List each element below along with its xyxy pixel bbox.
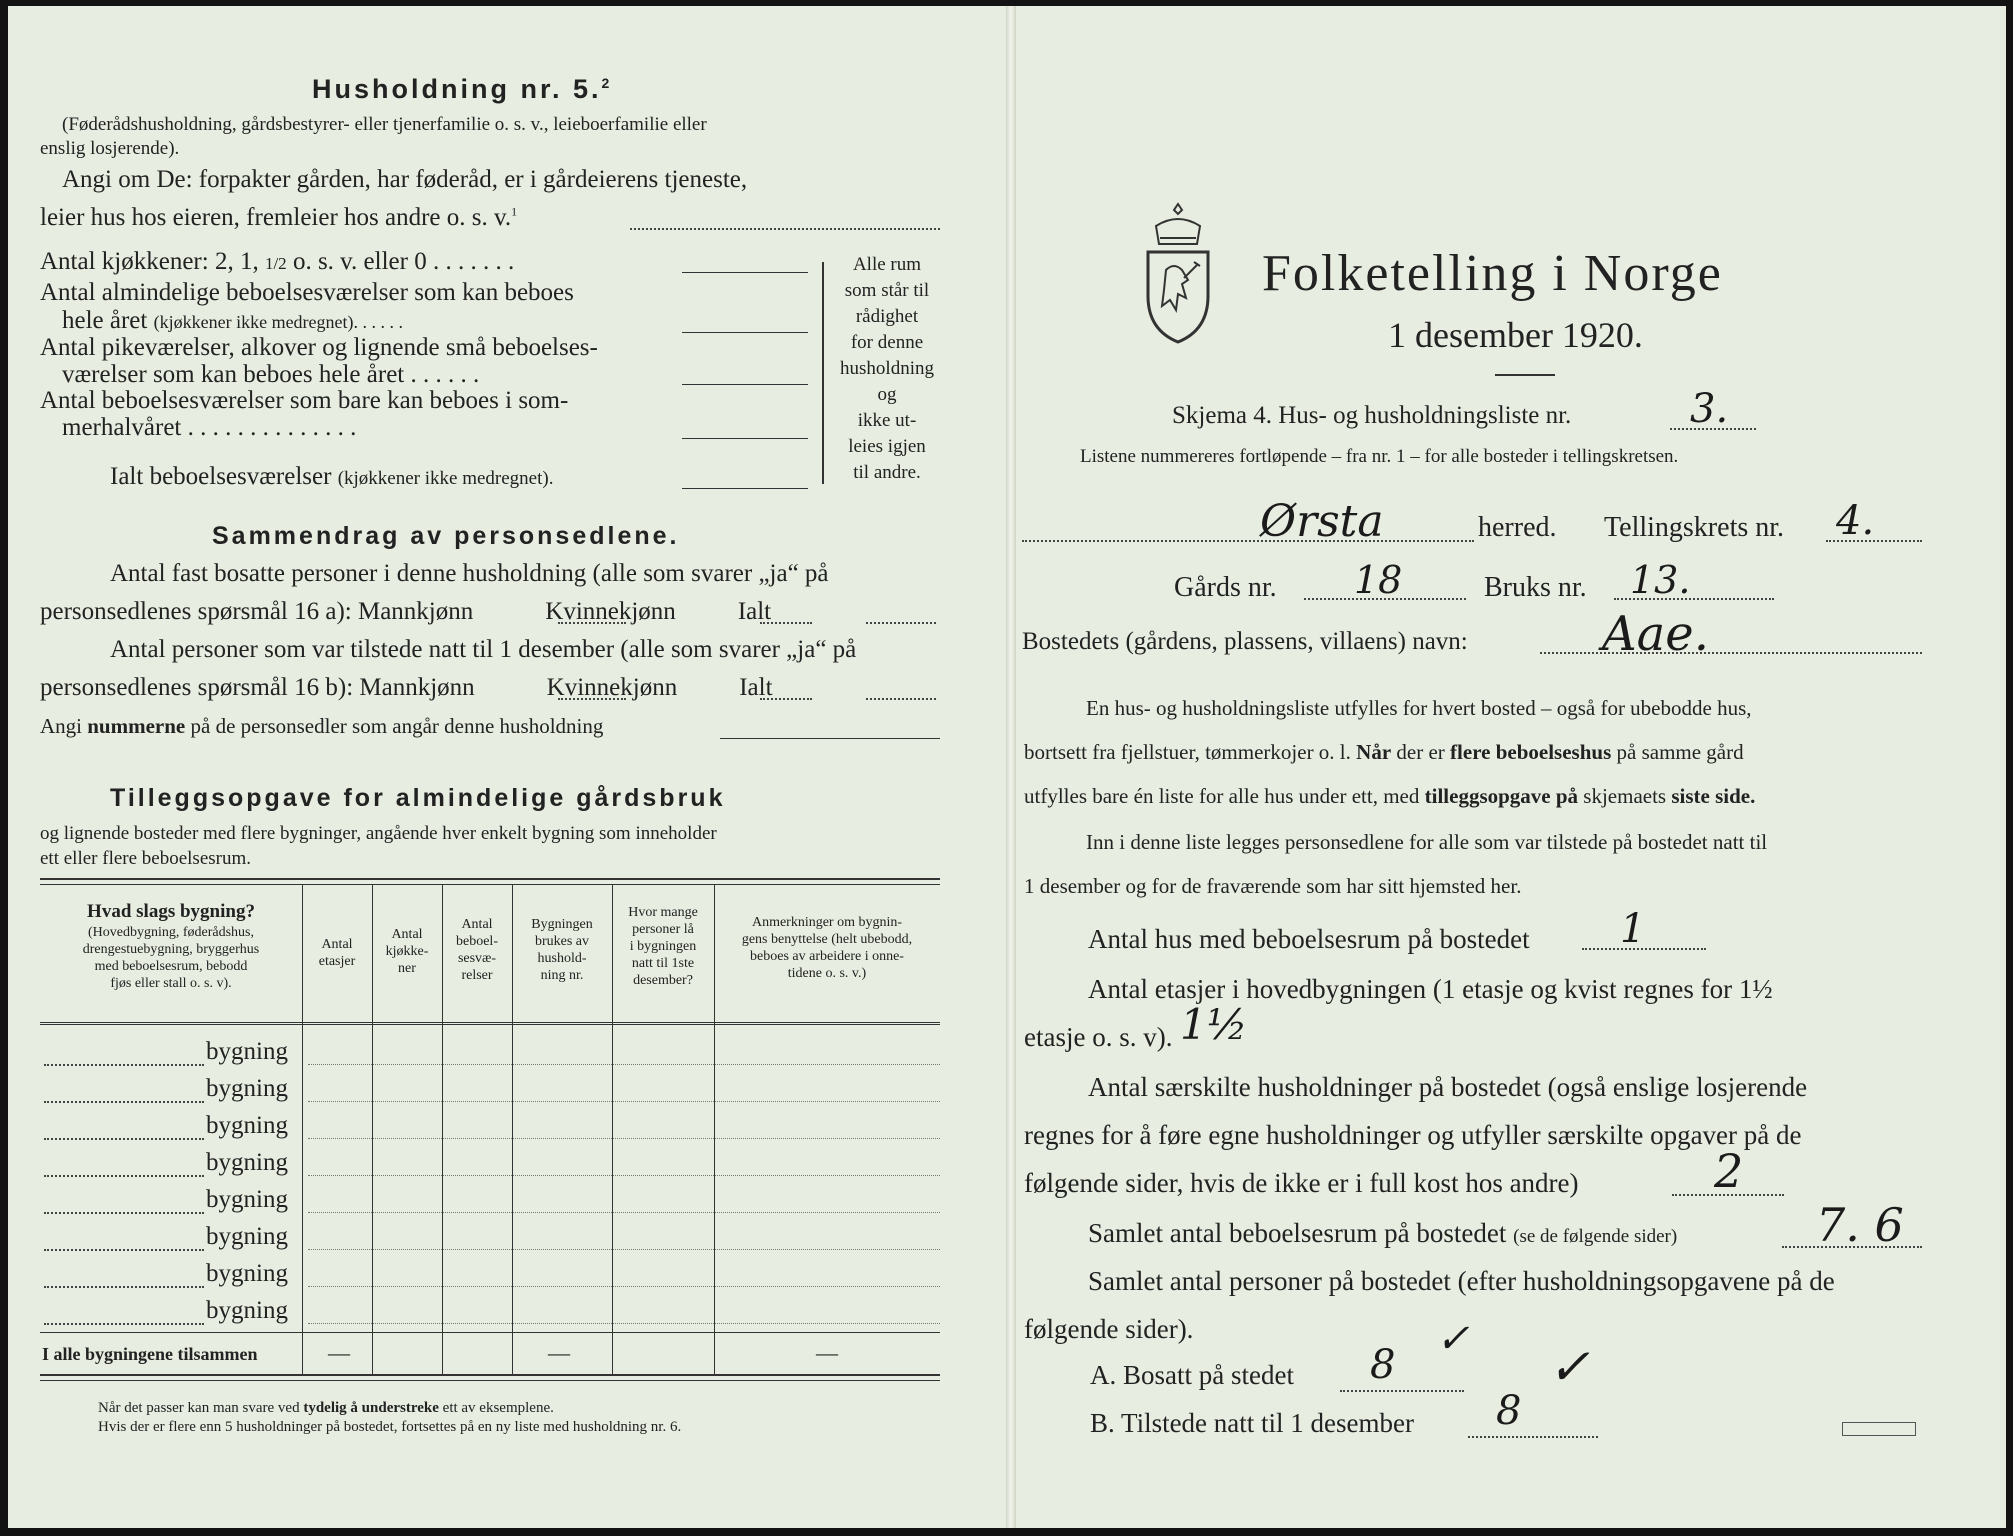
col-header-household-no: Bygningen brukes av hushold- ning nr. [531,917,593,983]
ordinary-rooms-label: Antal almindelige beboelsesværelser som kan beboes [40,279,574,306]
household-note: (Føderådshusholdning, gårdsbestyrer- eller tjenerfamilie o. s. v., leieboerfamilie eller [62,114,707,135]
floors-value[interactable]: 1½ [1180,1000,1248,1049]
summary-line-2: personsedlenes spørsmål 16 a): Mannkjønn Kvinnekjønn Ialt [40,598,772,625]
side-note: Alle rum som står til rådighet for denne husholdning og ikke ut- leies igjen til andre. [840,254,934,483]
bruks-field [1614,598,1774,600]
houses-label: Antal hus med beboelsesrum på bostedet [1088,924,1530,954]
ordinary-rooms-field[interactable] [682,332,808,333]
rooms-total-field [1782,1246,1922,1248]
households-value[interactable]: 2 [1714,1144,1744,1198]
instructions-1: En hus- og husholdningsliste utfylles for hvert bosted – også for ubebodde hus, [1086,696,1752,720]
rooms-total-label: Samlet antal beboelsesrum på bostedet (se de følgende sider) [1088,1218,1678,1248]
present-check-icon: ✓ [1548,1338,1590,1396]
households-line-1: Antal særskilte husholdninger på bostedet (også enslige losjerende [1088,1072,1808,1102]
page-fold [1006,6,1016,1528]
gards-field [1304,598,1466,600]
table-bottom-rule [40,1374,940,1376]
households-line-2: regnes for å føre egne husholdninger og utfyller særskilte opgaver på de [1024,1120,1802,1150]
summary-line-1: Antal fast bosatte personer i denne husholdning (alle som svarer „ja“ på [110,560,829,587]
resident-total-field[interactable] [866,622,936,624]
col-header-persons: Hvor mange personer lå i bygningen natt til 1ste desember? [628,905,698,988]
maid-rooms-label: Antal pikeværelser, alkover og lignende små beboelses- [40,334,598,361]
resident-field [1340,1390,1464,1392]
bosted-value[interactable]: Aae. [1602,606,1709,662]
herred-field [1022,540,1474,542]
schema-number-field [1670,428,1756,430]
col-header-floors: Antal etasjer [318,937,356,969]
numbers-field[interactable] [720,738,940,739]
col-header-building-type: Hvad slags bygning? (Hovedbygning, føderådshus, drengestuebygning, bryggerhus med beboelsesrum, bebodd fjøs eller stall o. s. v). [82,901,260,991]
instructions-3: utfylles bare én liste for alle hus under ett, med tilleggsopgave på skjemaets siste side. [1024,784,1756,808]
kitchens-field[interactable] [682,272,808,273]
instructions-5: 1 desember og for de fraværende som har sitt hjemsted her. [1024,874,1522,898]
table-top-rule [40,878,940,880]
table-row[interactable]: bygning [40,1071,940,1107]
table-row[interactable]: bygning [40,1108,940,1144]
resident-value[interactable]: 8 [1370,1342,1396,1388]
total-remarks: — [816,1340,838,1365]
title-divider [1495,374,1555,376]
floors-line-1: Antal etasjer i hovedbygningen (1 etasje og kvist regnes for 1½ [1088,974,1773,1004]
footnote-2: Hvis der er flere enn 5 husholdninger på bostedet, fortsettes på en ny liste med husholdning nr. 6. [98,1419,682,1435]
herred-label: herred. [1478,512,1557,543]
col-header-rooms: Antal beboel- sesvæ- relser [456,917,498,983]
gards-value[interactable]: 18 [1354,558,1403,602]
supplement-line-2: ett eller flere beboelsesrum. [40,848,252,869]
table-total-label: I alle bygningene tilsammen [42,1344,258,1364]
table-bottom-rule-2 [40,1380,940,1381]
total-rooms-label: Ialt beboelsesværelser (kjøkkener ikke medregnet). [110,463,554,490]
footnote-1: Når det passer kan man svare ved tydelig å understreke ett av eksemplene. [98,1400,554,1416]
side-brace [822,262,824,484]
total-floors: — [328,1340,350,1365]
table-row[interactable]: bygning [40,1219,940,1255]
bruks-label: Bruks nr. [1484,572,1587,603]
table-top-rule-2 [40,884,940,885]
bruks-value[interactable]: 13. [1630,558,1691,602]
summary-line-5: Angi nummerne på de personsedler som angår denne husholdning [40,714,604,738]
maid-rooms-label-2: værelser som kan beboes hele året . . . . . . [62,361,480,388]
present-male-field[interactable] [558,698,626,700]
summary-title: Sammendrag av personsedlene. [212,522,680,550]
coat-of-arms-icon [1140,200,1216,346]
krets-value[interactable]: 4. [1836,498,1875,544]
numbering-note: Listene nummereres fortløpende – fra nr. 1 – for alle bosteder i tellingskretsen. [1080,446,1679,467]
households-line-3: følgende sider, hvis de ikke er i full kost hos andre) [1024,1168,1579,1198]
table-row[interactable]: bygning [40,1034,940,1070]
supplement-title: Tilleggsopgave for almindelige gårdsbruk [110,784,726,812]
printer-stamp [1842,1422,1916,1436]
table-row[interactable]: bygning [40,1256,940,1292]
instructions-4: Inn i denne liste legges personsedlene for alle som var tilstede på bostedet natt til [1086,830,1768,854]
table-row[interactable]: bygning [40,1182,940,1218]
summer-rooms-field[interactable] [682,438,808,439]
herred-value[interactable]: Ørsta [1260,496,1384,547]
table-row[interactable]: bygning [40,1145,940,1181]
angi-line-2: leier hus hos eieren, fremleier hos andre o. s. v.$^1$ [40,204,518,231]
gards-label: Gårds nr. [1174,572,1277,603]
schema-number[interactable]: 3. [1690,386,1729,432]
resident-male-field[interactable] [558,622,626,624]
resident-label: A. Bosatt på stedet [1090,1360,1294,1390]
households-field [1672,1194,1784,1196]
present-value[interactable]: 8 [1496,1388,1522,1434]
present-label: B. Tilstede natt til 1 desember [1090,1408,1414,1438]
schema-label: Skjema 4. Hus- og husholdningsliste nr. [1172,402,1572,429]
ordinary-rooms-label-2: hele året (kjøkkener ikke medregnet). . . . . . [62,307,404,334]
table-row[interactable]: bygning [40,1293,940,1329]
summary-line-3: Antal personer som var tilstede natt til 1 desember (alle som svarer „ja“ på [110,636,857,663]
household-note-2: enslig losjerende). [40,138,180,159]
maid-rooms-field[interactable] [682,384,808,385]
resident-check-icon: ✓ [1436,1316,1470,1362]
kitchens-label: Antal kjøkkener: 2, 1, 1/2 o. s. v. eller 0 . . . . . . . [40,248,515,275]
krets-label: Tellingskrets nr. [1604,512,1785,543]
form-title: Folketelling i Norge [1262,245,1723,302]
rooms-total-value[interactable]: 7. 6 [1816,1198,1904,1252]
total-rooms-field[interactable] [682,488,808,489]
bosted-label: Bostedets (gårdens, plassens, villaens) navn: [1022,628,1468,655]
present-total-field[interactable] [866,698,936,700]
summer-rooms-label: Antal beboelsesværelser som bare kan beboes i som- [40,387,569,414]
krets-field [1826,540,1922,542]
summer-rooms-label-2: merhalvåret . . . . . . . . . . . . . . [62,414,357,441]
col-header-remarks: Anmerkninger om bygnin- gens benyttelse (helt ubebodd, beboes av arbeidere i onne- tidene o. s. v.) [741,915,913,981]
table-header-rule [40,1022,940,1025]
present-field [1468,1436,1598,1438]
persons-line-2: følgende sider). [1024,1314,1194,1344]
floors-line-2: etasje o. s. v). [1024,1022,1173,1052]
bosted-field [1540,652,1922,654]
houses-value[interactable]: 1 [1620,906,1646,952]
angi-fill-line[interactable] [630,228,940,230]
present-female-field[interactable] [760,698,812,700]
resident-female-field[interactable] [760,622,812,624]
supplement-line-1: og lignende bosteder med flere bygninger, angående hver enkelt bygning som inneholder [40,823,717,844]
houses-field [1582,948,1706,950]
total-household: — [548,1340,570,1365]
household-title: Husholdning nr. 5.$^2$ [312,74,613,104]
instructions-2: bortsett fra fjellstuer, tømmerkojer o. l. Når der er flere beboelseshus på samme gård [1024,740,1744,764]
table-total-rule [40,1332,940,1333]
col-header-kitchens: Antal kjøkke- ner [385,927,429,976]
summary-line-4: personsedlenes spørsmål 16 b): Mannkjønn Kvinnekjønn Ialt [40,674,773,701]
persons-line-1: Samlet antal personer på bostedet (efter husholdningsopgavene på de [1088,1266,1835,1296]
angi-line-1: Angi om De: forpakter gården, har føderåd, er i gårdeierens tjeneste, [62,166,748,193]
form-date: 1 desember 1920. [1388,315,1643,355]
